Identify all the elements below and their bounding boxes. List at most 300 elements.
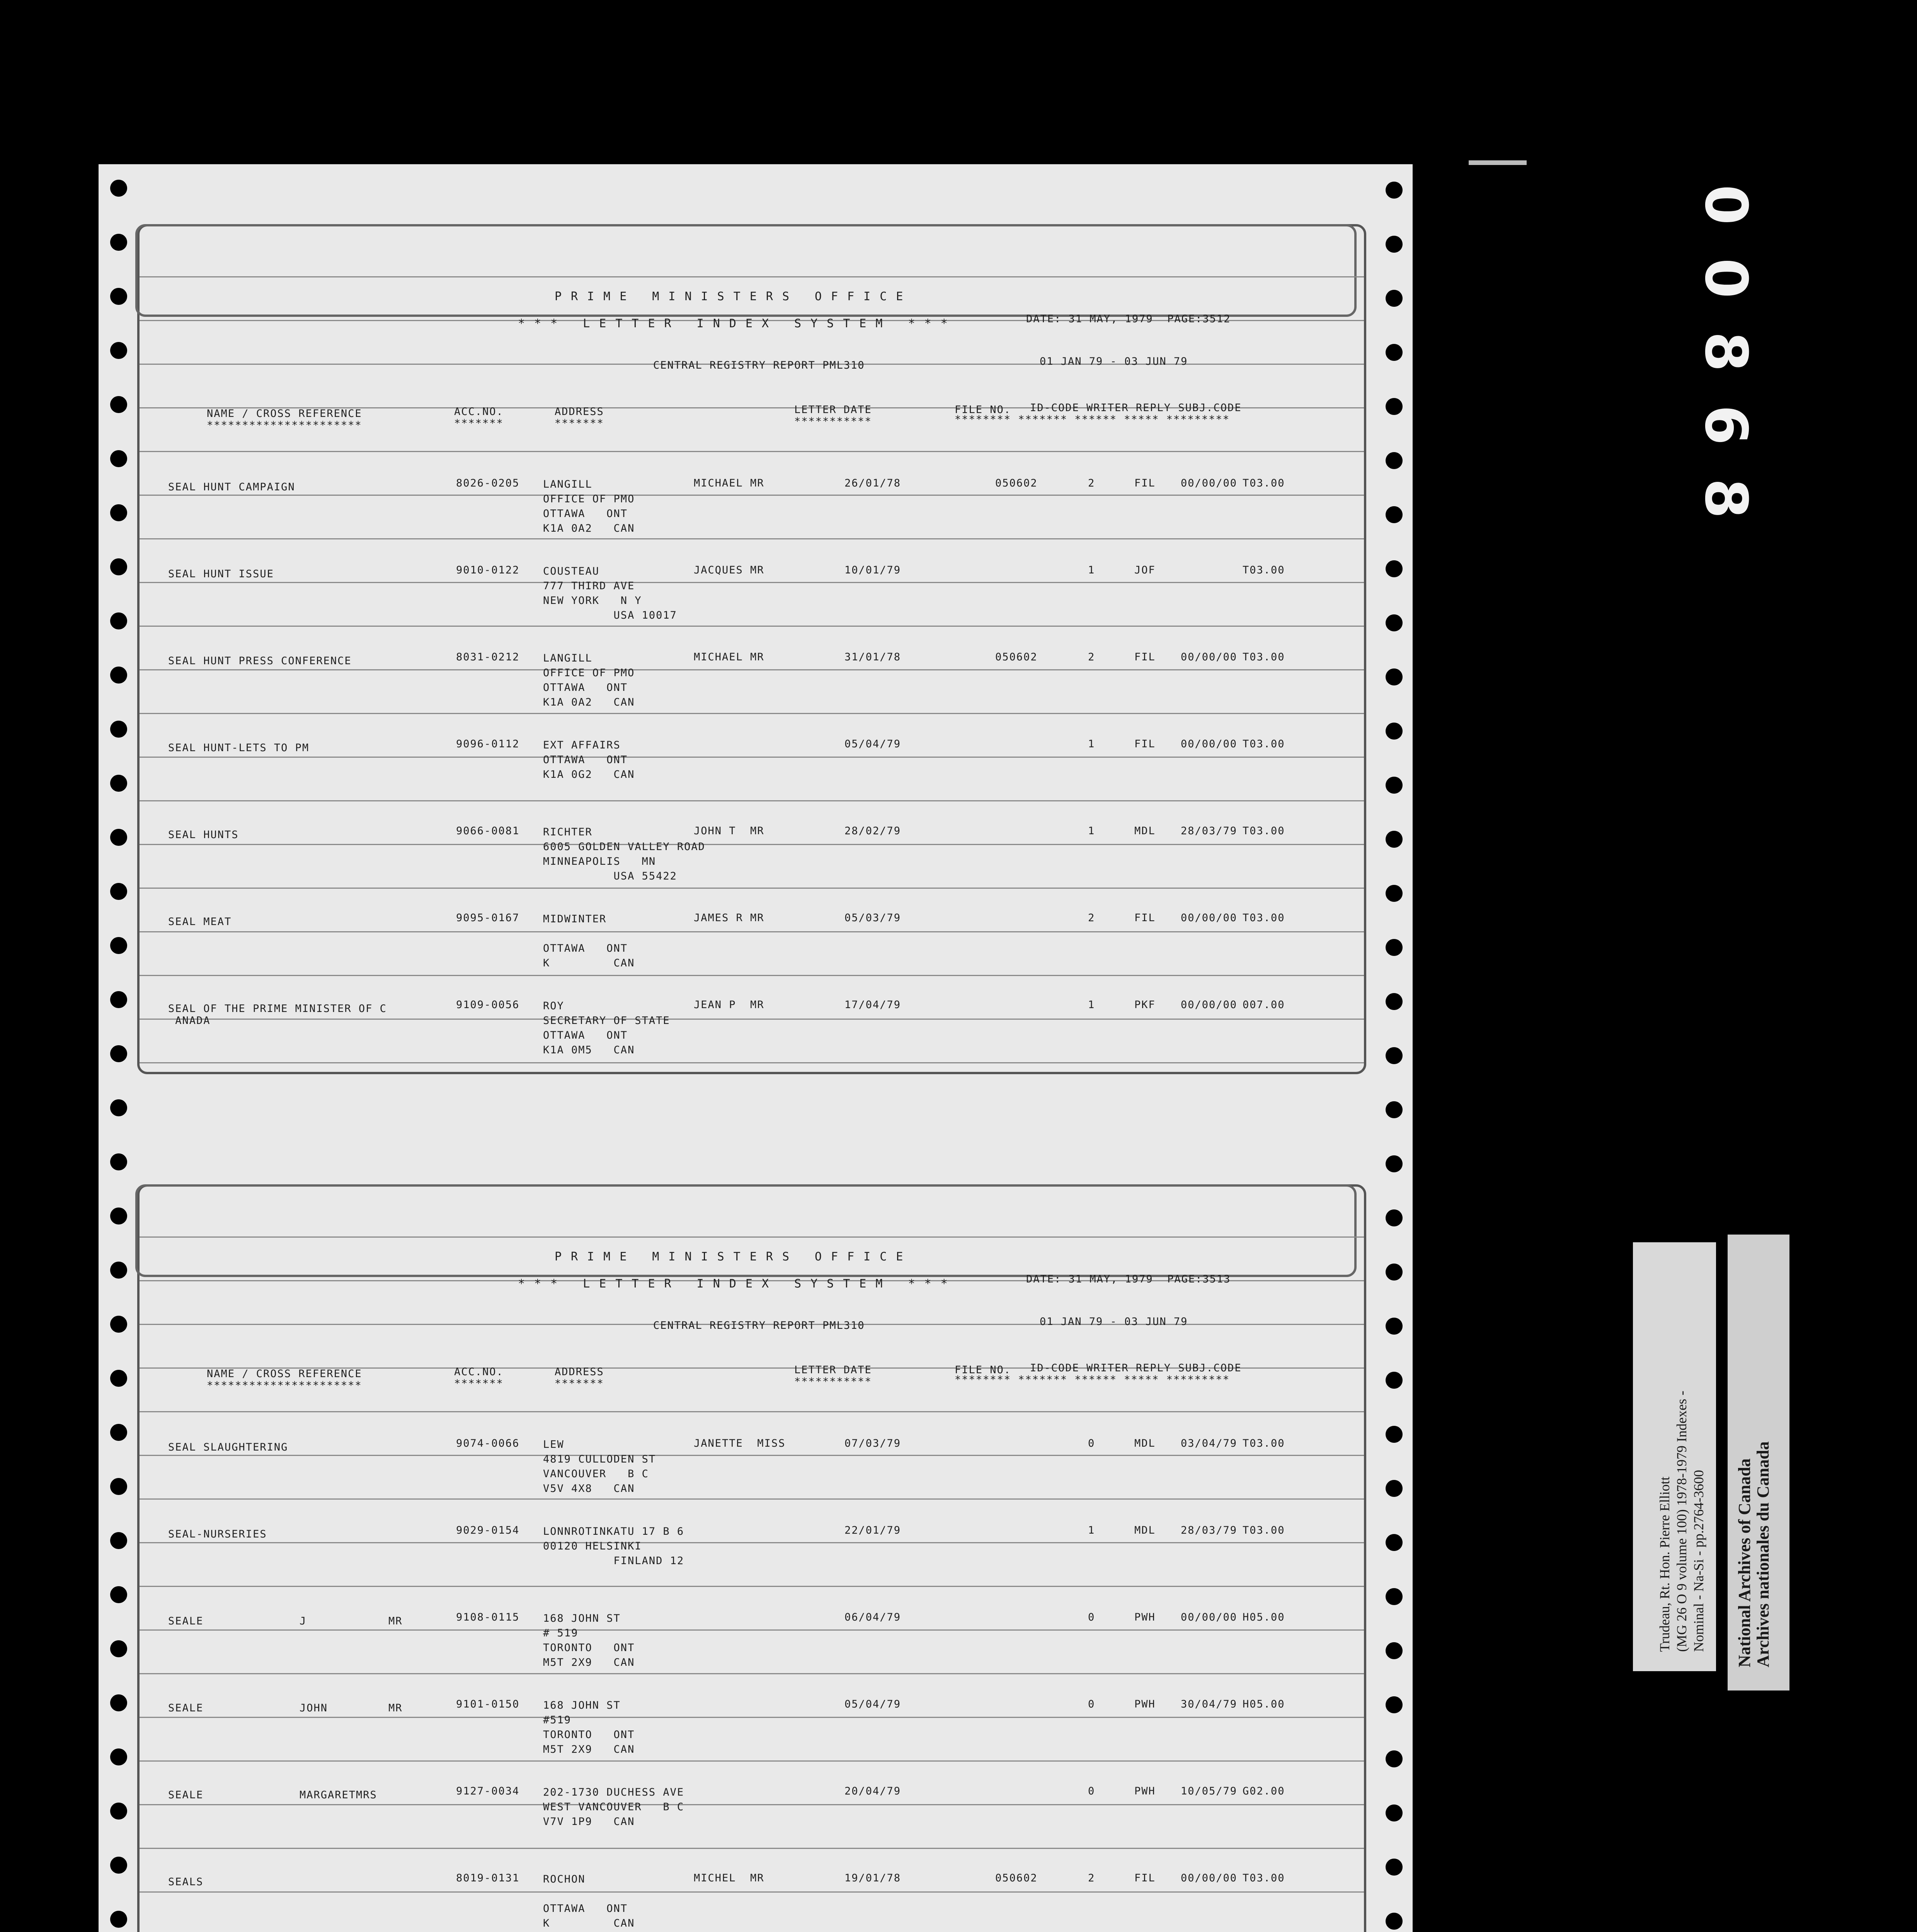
sprocket-hole bbox=[110, 1857, 127, 1874]
address-block bbox=[543, 1785, 684, 1829]
index-entry bbox=[137, 825, 1366, 902]
subject-code: T03.00 bbox=[1243, 1872, 1285, 1884]
report-page bbox=[137, 1184, 1366, 1932]
sprocket-hole bbox=[110, 288, 127, 305]
accession-number: 8031-0212 bbox=[456, 651, 520, 663]
letter-date: 28/02/79 bbox=[844, 825, 901, 837]
id-code: 0 bbox=[1088, 1437, 1095, 1449]
sprocket-hole bbox=[110, 450, 127, 467]
correspondent-name: JAMES R MR bbox=[694, 912, 764, 924]
accession-number: 9096-0112 bbox=[456, 738, 520, 750]
sprocket-hole bbox=[1386, 398, 1403, 415]
address-line: ROCHON bbox=[543, 1873, 586, 1885]
underline: ********************** bbox=[207, 1379, 362, 1391]
cross-reference-name: SEAL HUNT PRESS CONFERENCE bbox=[168, 655, 352, 667]
sprocket-hole bbox=[110, 937, 127, 954]
address-line: LANGILL bbox=[543, 478, 592, 490]
report-name: CENTRAL REGISTRY REPORT PML310 bbox=[653, 1320, 865, 1332]
ruled-line bbox=[140, 451, 1364, 452]
report-date: DATE: 31 MAY, 1979 PAGE:3513 bbox=[1026, 1273, 1231, 1285]
ruled-line bbox=[140, 1236, 1364, 1238]
index-entry bbox=[137, 1524, 1366, 1602]
sprocket-hole bbox=[110, 1424, 127, 1441]
address-line: MIDWINTER bbox=[543, 913, 607, 925]
subject-code: T03.00 bbox=[1243, 825, 1285, 837]
sprocket-hole bbox=[1386, 723, 1403, 740]
cross-reference-title: MR bbox=[388, 1702, 403, 1714]
sprocket-hole bbox=[1386, 236, 1403, 253]
subject-code: T03.00 bbox=[1243, 738, 1285, 750]
sprocket-hole bbox=[110, 1045, 127, 1062]
address-line: M5T 2X9 CAN bbox=[543, 1656, 635, 1668]
sprocket-hole bbox=[110, 1316, 127, 1333]
writer-code: PWH bbox=[1134, 1698, 1156, 1710]
address-line: LEW bbox=[543, 1439, 564, 1451]
sprocket-hole bbox=[1386, 290, 1403, 307]
index-entry bbox=[137, 477, 1366, 554]
sprocket-hole bbox=[110, 883, 127, 900]
writer-code: MDL bbox=[1134, 1437, 1156, 1449]
reel-digit: 8 bbox=[1692, 478, 1759, 519]
sprocket-hole bbox=[110, 180, 127, 197]
address-block bbox=[543, 1698, 635, 1757]
address-line: COUSTEAU bbox=[543, 565, 600, 577]
subject-code: H05.00 bbox=[1243, 1611, 1285, 1623]
sprocket-hole bbox=[110, 558, 127, 575]
address-line: 202-1730 DUCHESS AVE bbox=[543, 1786, 684, 1798]
sprocket-hole bbox=[1386, 1372, 1403, 1389]
reel-digit: 6 bbox=[1692, 405, 1759, 446]
reply-date: 00/00/00 bbox=[1181, 738, 1238, 750]
index-entry bbox=[137, 1785, 1366, 1862]
column-address: ADDRESS bbox=[555, 1366, 604, 1378]
sprocket-hole bbox=[110, 612, 127, 629]
address-line: 168 JOHN ST bbox=[543, 1699, 621, 1711]
index-entry bbox=[137, 651, 1366, 728]
cross-reference-name: SEALE bbox=[168, 1789, 204, 1801]
column-acc: ACC.NO. bbox=[454, 1366, 504, 1378]
sprocket-hole bbox=[110, 396, 127, 413]
letter-date: 05/04/79 bbox=[844, 1698, 901, 1710]
id-code: 1 bbox=[1088, 1524, 1095, 1536]
archives-label-text bbox=[1735, 1441, 1772, 1667]
date-range: 01 JAN 79 - 03 JUN 79 bbox=[1040, 1316, 1188, 1328]
subject-code: T03.00 bbox=[1243, 1437, 1285, 1449]
index-entry bbox=[137, 912, 1366, 989]
letter-date: 06/04/79 bbox=[844, 1611, 901, 1623]
reply-date: 00/00/00 bbox=[1181, 912, 1238, 924]
sprocket-hole bbox=[110, 721, 127, 738]
sprocket-hole bbox=[1386, 1209, 1403, 1226]
sprocket-hole bbox=[1386, 831, 1403, 848]
writer-code: MDL bbox=[1134, 1524, 1156, 1536]
sprocket-hole bbox=[110, 1262, 127, 1279]
writer-code: MDL bbox=[1134, 825, 1156, 837]
index-entry bbox=[137, 1437, 1366, 1515]
sprocket-hole bbox=[110, 1532, 127, 1549]
reply-date: 28/03/79 bbox=[1181, 1524, 1238, 1536]
address-line: M5T 2X9 CAN bbox=[543, 1743, 635, 1755]
subject-code: 007.00 bbox=[1243, 999, 1285, 1011]
cross-reference-initial: J bbox=[300, 1615, 307, 1627]
sprocket-hole bbox=[1386, 182, 1403, 199]
reply-date: 00/00/00 bbox=[1181, 1611, 1238, 1623]
address-line: ROY bbox=[543, 1000, 564, 1012]
sprocket-hole bbox=[1386, 885, 1403, 902]
address-line: K1A 0A2 CAN bbox=[543, 522, 635, 534]
underline: ********************** bbox=[207, 419, 362, 431]
cross-reference-name: SEAL OF THE PRIME MINISTER OF C ANADA bbox=[168, 1003, 387, 1027]
address-line: 4819 CULLODEN ST bbox=[543, 1453, 656, 1465]
cross-reference-initial: MARGARETMRS bbox=[300, 1789, 377, 1801]
address-line: RICHTER bbox=[543, 826, 592, 838]
accession-number: 9127-0034 bbox=[456, 1785, 520, 1797]
writer-code: PWH bbox=[1134, 1611, 1156, 1623]
report-page bbox=[137, 224, 1366, 1074]
letter-date: 05/03/79 bbox=[844, 912, 901, 924]
accession-number: 8026-0205 bbox=[456, 477, 520, 489]
letter-date: 17/04/79 bbox=[844, 999, 901, 1011]
reply-date: 30/04/79 bbox=[1181, 1698, 1238, 1710]
collection-label bbox=[1633, 1242, 1716, 1671]
file-number: 050602 bbox=[995, 477, 1038, 489]
file-number: 050602 bbox=[995, 651, 1038, 663]
correspondent-name: JEAN P MR bbox=[694, 999, 764, 1011]
sprocket-hole bbox=[110, 234, 127, 251]
address-line: K CAN bbox=[543, 957, 635, 969]
address-line: OTTAWA ONT bbox=[543, 1029, 628, 1041]
sprocket-hole bbox=[1386, 1588, 1403, 1605]
underline: ******** ******* ****** ***** ********* bbox=[955, 1374, 1230, 1386]
sprocket-hole bbox=[110, 1640, 127, 1657]
address-line: OTTAWA ONT bbox=[543, 508, 628, 520]
column-codes: ID-CODE WRITER REPLY SUBJ.CODE bbox=[1030, 1362, 1242, 1374]
sprocket-hole bbox=[110, 1208, 127, 1225]
correspondent-name: JOHN T MR bbox=[694, 825, 764, 837]
address-line: 777 THIRD AVE bbox=[543, 580, 635, 592]
sprocket-hole bbox=[1386, 1101, 1403, 1118]
column-codes: ID-CODE WRITER REPLY SUBJ.CODE bbox=[1030, 402, 1242, 414]
address-block bbox=[543, 825, 705, 884]
index-entry bbox=[137, 1611, 1366, 1689]
sprocket-hole bbox=[110, 1911, 127, 1928]
sprocket-hole bbox=[1386, 1318, 1403, 1335]
address-line bbox=[543, 927, 635, 941]
reel-number bbox=[1693, 182, 1759, 553]
underline: *********** bbox=[794, 1376, 872, 1388]
reply-date: 10/05/79 bbox=[1181, 1785, 1238, 1797]
correspondent-name: MICHEL MR bbox=[694, 1872, 764, 1884]
archives-label bbox=[1728, 1235, 1789, 1690]
letter-date: 05/04/79 bbox=[844, 738, 901, 750]
id-code: 2 bbox=[1088, 1872, 1095, 1884]
correspondent-name: MICHAEL MR bbox=[694, 651, 764, 663]
id-code: 1 bbox=[1088, 825, 1095, 837]
address-line: SECRETARY OF STATE bbox=[543, 1015, 670, 1027]
subject-code: T03.00 bbox=[1243, 1524, 1285, 1536]
index-entry bbox=[137, 738, 1366, 815]
address-block bbox=[543, 1437, 656, 1496]
underline: ******* bbox=[454, 417, 504, 429]
cross-reference-name: SEAL-NURSERIES bbox=[168, 1528, 267, 1540]
writer-code: PKF bbox=[1134, 999, 1156, 1011]
collection-label-line: Trudeau, Rt. Hon. Pierre Elliott bbox=[1657, 1476, 1672, 1652]
accession-number: 9095-0167 bbox=[456, 912, 520, 924]
accession-number: 9101-0150 bbox=[456, 1698, 520, 1710]
subject-code: T03.00 bbox=[1243, 564, 1285, 576]
accession-number: 8019-0131 bbox=[456, 1872, 520, 1884]
address-block bbox=[543, 651, 635, 710]
id-code: 0 bbox=[1088, 1698, 1095, 1710]
accession-number: 9010-0122 bbox=[456, 564, 520, 576]
correspondent-name: MICHAEL MR bbox=[694, 477, 764, 489]
address-line bbox=[543, 1887, 635, 1901]
id-code: 0 bbox=[1088, 1785, 1095, 1797]
sprocket-hole bbox=[1386, 344, 1403, 361]
column-name: NAME / CROSS REFERENCE bbox=[207, 1368, 362, 1380]
collection-label-line: Nominal - Na-Si - pp.2764-3600 bbox=[1691, 1470, 1706, 1652]
address-line: OTTAWA ONT bbox=[543, 682, 628, 694]
column-file-no: FILE NO. bbox=[955, 1364, 1011, 1376]
sprocket-hole bbox=[1386, 506, 1403, 523]
reply-date: 00/00/00 bbox=[1181, 651, 1238, 663]
cross-reference-name: SEAL HUNT CAMPAIGN bbox=[168, 481, 295, 493]
underline: ******* bbox=[555, 417, 604, 429]
address-line: 00120 HELSINKI bbox=[543, 1540, 642, 1552]
cross-reference-name: SEAL MEAT bbox=[168, 916, 232, 928]
cross-reference-name: SEAL HUNT ISSUE bbox=[168, 568, 274, 580]
address-line: LANGILL bbox=[543, 652, 592, 664]
sprocket-hole bbox=[1386, 1047, 1403, 1064]
address-line: TORONTO ONT bbox=[543, 1729, 635, 1741]
letter-date: 07/03/79 bbox=[844, 1437, 901, 1449]
writer-code: FIL bbox=[1134, 477, 1156, 489]
report-date: DATE: 31 MAY, 1979 PAGE:3512 bbox=[1026, 313, 1231, 325]
sprocket-hole bbox=[110, 1803, 127, 1820]
subject-code: T03.00 bbox=[1243, 651, 1285, 663]
index-entry bbox=[137, 999, 1366, 1076]
address-block bbox=[543, 1611, 635, 1670]
sprocket-hole bbox=[1386, 939, 1403, 956]
accession-number: 9109-0056 bbox=[456, 999, 520, 1011]
sprocket-hole bbox=[1386, 668, 1403, 685]
id-code: 1 bbox=[1088, 564, 1095, 576]
reply-date: 28/03/79 bbox=[1181, 825, 1238, 837]
address-line: 168 JOHN ST bbox=[543, 1612, 621, 1624]
sprocket-hole bbox=[1386, 1534, 1403, 1551]
address-block bbox=[543, 738, 635, 782]
address-line: USA 10017 bbox=[543, 609, 677, 621]
cross-reference-name: SEALE bbox=[168, 1702, 204, 1714]
address-line: OFFICE OF PMO bbox=[543, 493, 635, 505]
underline: *********** bbox=[794, 415, 872, 427]
office-title: PRIME MINISTERS OFFICE bbox=[555, 290, 913, 303]
subject-code: T03.00 bbox=[1243, 477, 1285, 489]
letter-date: 26/01/78 bbox=[844, 477, 901, 489]
column-address: ADDRESS bbox=[555, 406, 604, 418]
sprocket-hole bbox=[110, 991, 127, 1008]
sprocket-hole bbox=[1386, 1913, 1403, 1930]
address-block bbox=[543, 477, 635, 536]
ruled-line bbox=[140, 276, 1364, 277]
address-line: MINNEAPOLIS MN bbox=[543, 855, 656, 867]
sprocket-hole bbox=[110, 504, 127, 521]
sprocket-hole bbox=[1386, 560, 1403, 577]
sprocket-hole bbox=[110, 1153, 127, 1170]
ruled-line bbox=[140, 1411, 1364, 1412]
address-line: V7V 1P9 CAN bbox=[543, 1816, 635, 1828]
subject-code: H05.00 bbox=[1243, 1698, 1285, 1710]
underline: ******** ******* ****** ***** ********* bbox=[955, 413, 1230, 425]
column-acc: ACC.NO. bbox=[454, 406, 504, 418]
office-title: PRIME MINISTERS OFFICE bbox=[555, 1250, 913, 1264]
id-code: 2 bbox=[1088, 912, 1095, 924]
address-block bbox=[543, 564, 677, 623]
sprocket-hole bbox=[110, 1748, 127, 1765]
subject-code: G02.00 bbox=[1243, 1785, 1285, 1797]
file-number: 050602 bbox=[995, 1872, 1038, 1884]
address-line: V5V 4X8 CAN bbox=[543, 1483, 635, 1495]
address-line: K CAN bbox=[543, 1917, 635, 1929]
accession-number: 9066-0081 bbox=[456, 825, 520, 837]
sprocket-hole bbox=[1386, 1804, 1403, 1821]
date-range: 01 JAN 79 - 03 JUN 79 bbox=[1040, 355, 1188, 367]
address-line: LONNROTINKATU 17 B 6 bbox=[543, 1526, 684, 1537]
cross-reference-name: SEALE bbox=[168, 1615, 204, 1627]
column-file-no: FILE NO. bbox=[955, 404, 1011, 416]
sprocket-hole bbox=[1386, 1480, 1403, 1497]
id-code: 2 bbox=[1088, 477, 1095, 489]
accession-number: 9108-0115 bbox=[456, 1611, 520, 1623]
sprocket-hole bbox=[1386, 1696, 1403, 1713]
address-block bbox=[543, 1872, 635, 1931]
id-code: 1 bbox=[1088, 738, 1095, 750]
sprocket-hole bbox=[1386, 993, 1403, 1010]
archives-label-line: Archives nationales du Canada bbox=[1754, 1441, 1772, 1667]
address-line: OTTAWA ONT bbox=[543, 942, 628, 954]
collection-label-text bbox=[1656, 1391, 1707, 1652]
address-line: NEW YORK N Y bbox=[543, 595, 642, 607]
address-line: VANCOUVER B C bbox=[543, 1468, 649, 1480]
reply-date: 00/00/00 bbox=[1181, 477, 1238, 489]
reel-digit: 0 bbox=[1692, 258, 1759, 299]
address-line: TORONTO ONT bbox=[543, 1642, 635, 1654]
underline: ******* bbox=[454, 1378, 504, 1389]
letter-date: 31/01/78 bbox=[844, 651, 901, 663]
correspondent-name: JANETTE MISS bbox=[694, 1437, 786, 1449]
writer-code: FIL bbox=[1134, 651, 1156, 663]
sprocket-hole bbox=[1386, 614, 1403, 631]
address-line: USA 55422 bbox=[543, 870, 677, 882]
system-title: *** LETTER INDEX SYSTEM *** bbox=[518, 1277, 957, 1291]
sprocket-hole bbox=[110, 1370, 127, 1387]
address-line: WEST VANCOUVER B C bbox=[543, 1801, 684, 1813]
writer-code: FIL bbox=[1134, 912, 1156, 924]
address-line: K1A 0A2 CAN bbox=[543, 696, 635, 708]
computer-printout bbox=[99, 164, 1413, 1932]
column-letter-date: LETTER DATE bbox=[794, 1364, 872, 1376]
address-line: # 519 bbox=[543, 1627, 579, 1639]
reel-digit: 8 bbox=[1692, 331, 1759, 372]
address-line: EXT AFFAIRS bbox=[543, 739, 621, 751]
address-line: OFFICE OF PMO bbox=[543, 667, 635, 679]
column-name: NAME / CROSS REFERENCE bbox=[207, 408, 362, 420]
sprocket-hole bbox=[110, 775, 127, 792]
address-block bbox=[543, 1524, 684, 1568]
subject-code: T03.00 bbox=[1243, 912, 1285, 924]
address-block bbox=[543, 912, 635, 971]
reply-date: 00/00/00 bbox=[1181, 1872, 1238, 1884]
address-line: OTTAWA ONT bbox=[543, 1903, 628, 1915]
cross-reference-name: SEAL HUNT-LETS TO PM bbox=[168, 742, 310, 754]
accession-number: 9074-0066 bbox=[456, 1437, 520, 1449]
address-line: K1A 0G2 CAN bbox=[543, 769, 635, 781]
id-code: 1 bbox=[1088, 999, 1095, 1011]
sprocket-hole bbox=[1386, 1426, 1403, 1443]
correspondent-name: JACQUES MR bbox=[694, 564, 764, 576]
sprocket-hole bbox=[1386, 452, 1403, 469]
sprocket-hole bbox=[1386, 1642, 1403, 1659]
sprocket-hole bbox=[1386, 1859, 1403, 1876]
address-line: FINLAND 12 bbox=[543, 1555, 684, 1567]
id-code: 0 bbox=[1088, 1611, 1095, 1623]
sprocket-hole bbox=[1386, 777, 1403, 794]
id-code: 2 bbox=[1088, 651, 1095, 663]
index-entry bbox=[137, 1698, 1366, 1776]
cross-reference-initial: JOHN bbox=[300, 1702, 328, 1714]
writer-code: JOF bbox=[1134, 564, 1156, 576]
index-entry bbox=[137, 1872, 1366, 1932]
writer-code: FIL bbox=[1134, 738, 1156, 750]
underline: ******* bbox=[555, 1378, 604, 1389]
address-line: 6005 GOLDEN VALLEY ROAD bbox=[543, 841, 705, 853]
cross-reference-name: SEAL SLAUGHTERING bbox=[168, 1441, 288, 1453]
writer-code: FIL bbox=[1134, 1872, 1156, 1884]
cross-reference-name: SEAL HUNTS bbox=[168, 829, 239, 841]
sprocket-hole bbox=[110, 667, 127, 684]
accession-number: 9029-0154 bbox=[456, 1524, 520, 1536]
sprocket-hole bbox=[110, 1694, 127, 1711]
column-letter-date: LETTER DATE bbox=[794, 404, 872, 416]
sprocket-hole bbox=[110, 829, 127, 846]
sprocket-hole bbox=[1386, 1155, 1403, 1172]
sprocket-hole bbox=[1386, 1264, 1403, 1281]
sprocket-hole bbox=[110, 1099, 127, 1116]
reply-date: 03/04/79 bbox=[1181, 1437, 1238, 1449]
report-name: CENTRAL REGISTRY REPORT PML310 bbox=[653, 359, 865, 371]
archives-label-line: National Archives of Canada bbox=[1735, 1458, 1754, 1667]
letter-date: 19/01/78 bbox=[844, 1872, 901, 1884]
sprocket-hole bbox=[110, 1478, 127, 1495]
letter-date: 10/01/79 bbox=[844, 564, 901, 576]
collection-label-line: (MG 26 O 9 volume 100) 1978-1979 Indexes - bbox=[1674, 1391, 1689, 1652]
cross-reference-name: SEALS bbox=[168, 1876, 204, 1888]
address-line: OTTAWA ONT bbox=[543, 754, 628, 766]
letter-date: 22/01/79 bbox=[844, 1524, 901, 1536]
sprocket-hole bbox=[110, 342, 127, 359]
index-entry bbox=[137, 564, 1366, 641]
letter-date: 20/04/79 bbox=[844, 1785, 901, 1797]
cross-reference-title: MR bbox=[388, 1615, 403, 1627]
film-smudge bbox=[1469, 160, 1527, 165]
writer-code: PWH bbox=[1134, 1785, 1156, 1797]
address-line: K1A 0M5 CAN bbox=[543, 1044, 635, 1056]
system-title: *** LETTER INDEX SYSTEM *** bbox=[518, 317, 957, 330]
address-line: #519 bbox=[543, 1714, 572, 1726]
sprocket-hole bbox=[110, 1586, 127, 1603]
reel-digit: 0 bbox=[1692, 184, 1759, 225]
reply-date: 00/00/00 bbox=[1181, 999, 1238, 1011]
